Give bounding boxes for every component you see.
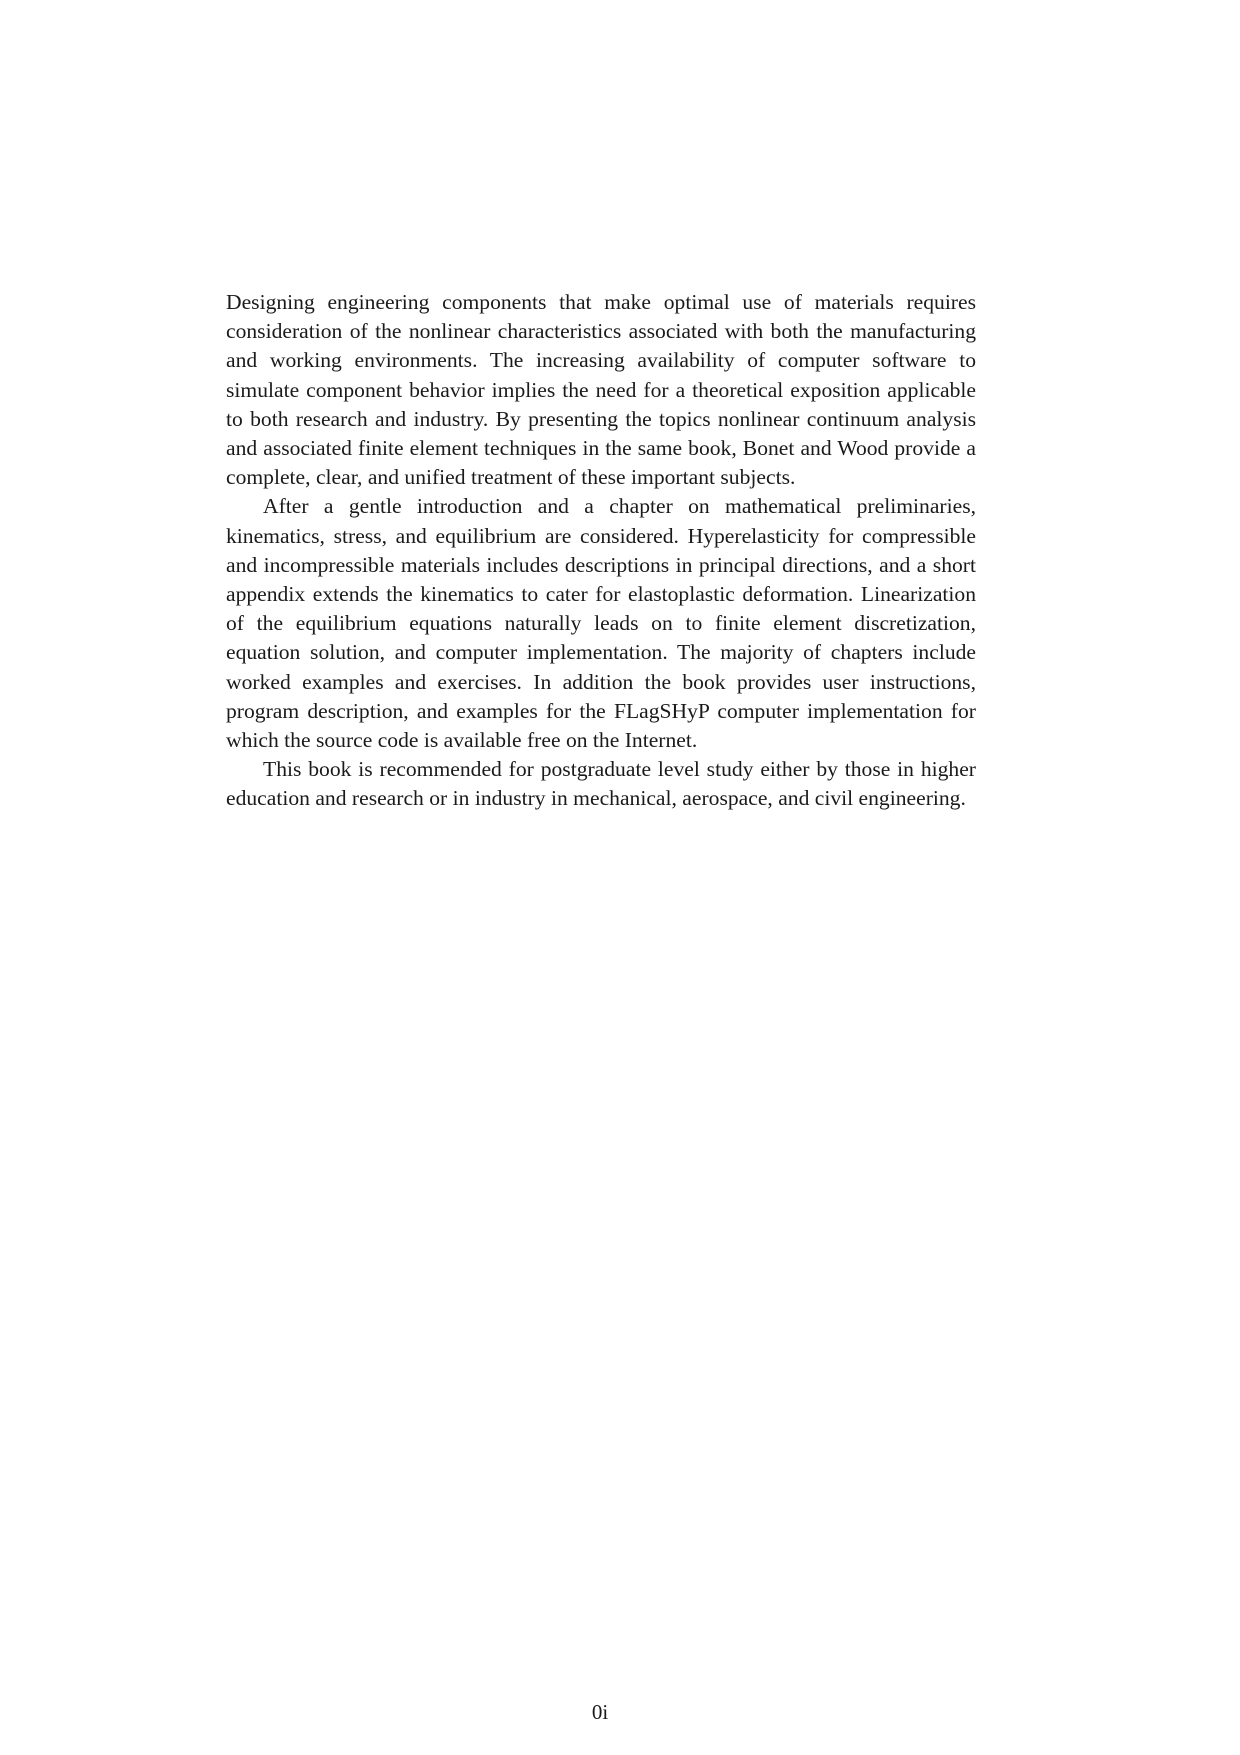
paragraph-2: After a gentle introduction and a chapter on mathematical preliminaries, kinematics, stress, and equilibrium are considered. Hyperelasticity for compressible and incompressible materials includes descriptions in principal directions, and a short appendix extends the kinematics to cater for elastoplastic deformation. Linearization of the equilibrium equations naturally leads on to finite element discretization, equation solution, and computer implementation. The majority of chapters include worked examples and exercises. In addition the book provides user instructions, program description, and examples for the FLagSHyP computer implementation for which the source code is available free on the Internet.: [226, 494, 976, 753]
body-text: [226, 288, 976, 814]
paragraph-3: This book is recommended for postgraduate level study either by those in higher education and research or in industry in mechanical, aerospace, and civil engineering.: [226, 757, 976, 811]
page-number: 0i: [591, 1700, 609, 1724]
paragraph-1: Designing engineering components that make optimal use of materials requires consideration of the nonlinear characteristics associated with both the manufacturing and working environments. The increasing availability of computer software to simulate component behavior implies the need for a theoretical exposition applicable to both research and industry. By presenting the topics nonlinear continuum analysis and associated finite element techniques in the same book, Bonet and Wood provide a complete, clear, and unified treatment of these important subjects.: [226, 290, 976, 490]
